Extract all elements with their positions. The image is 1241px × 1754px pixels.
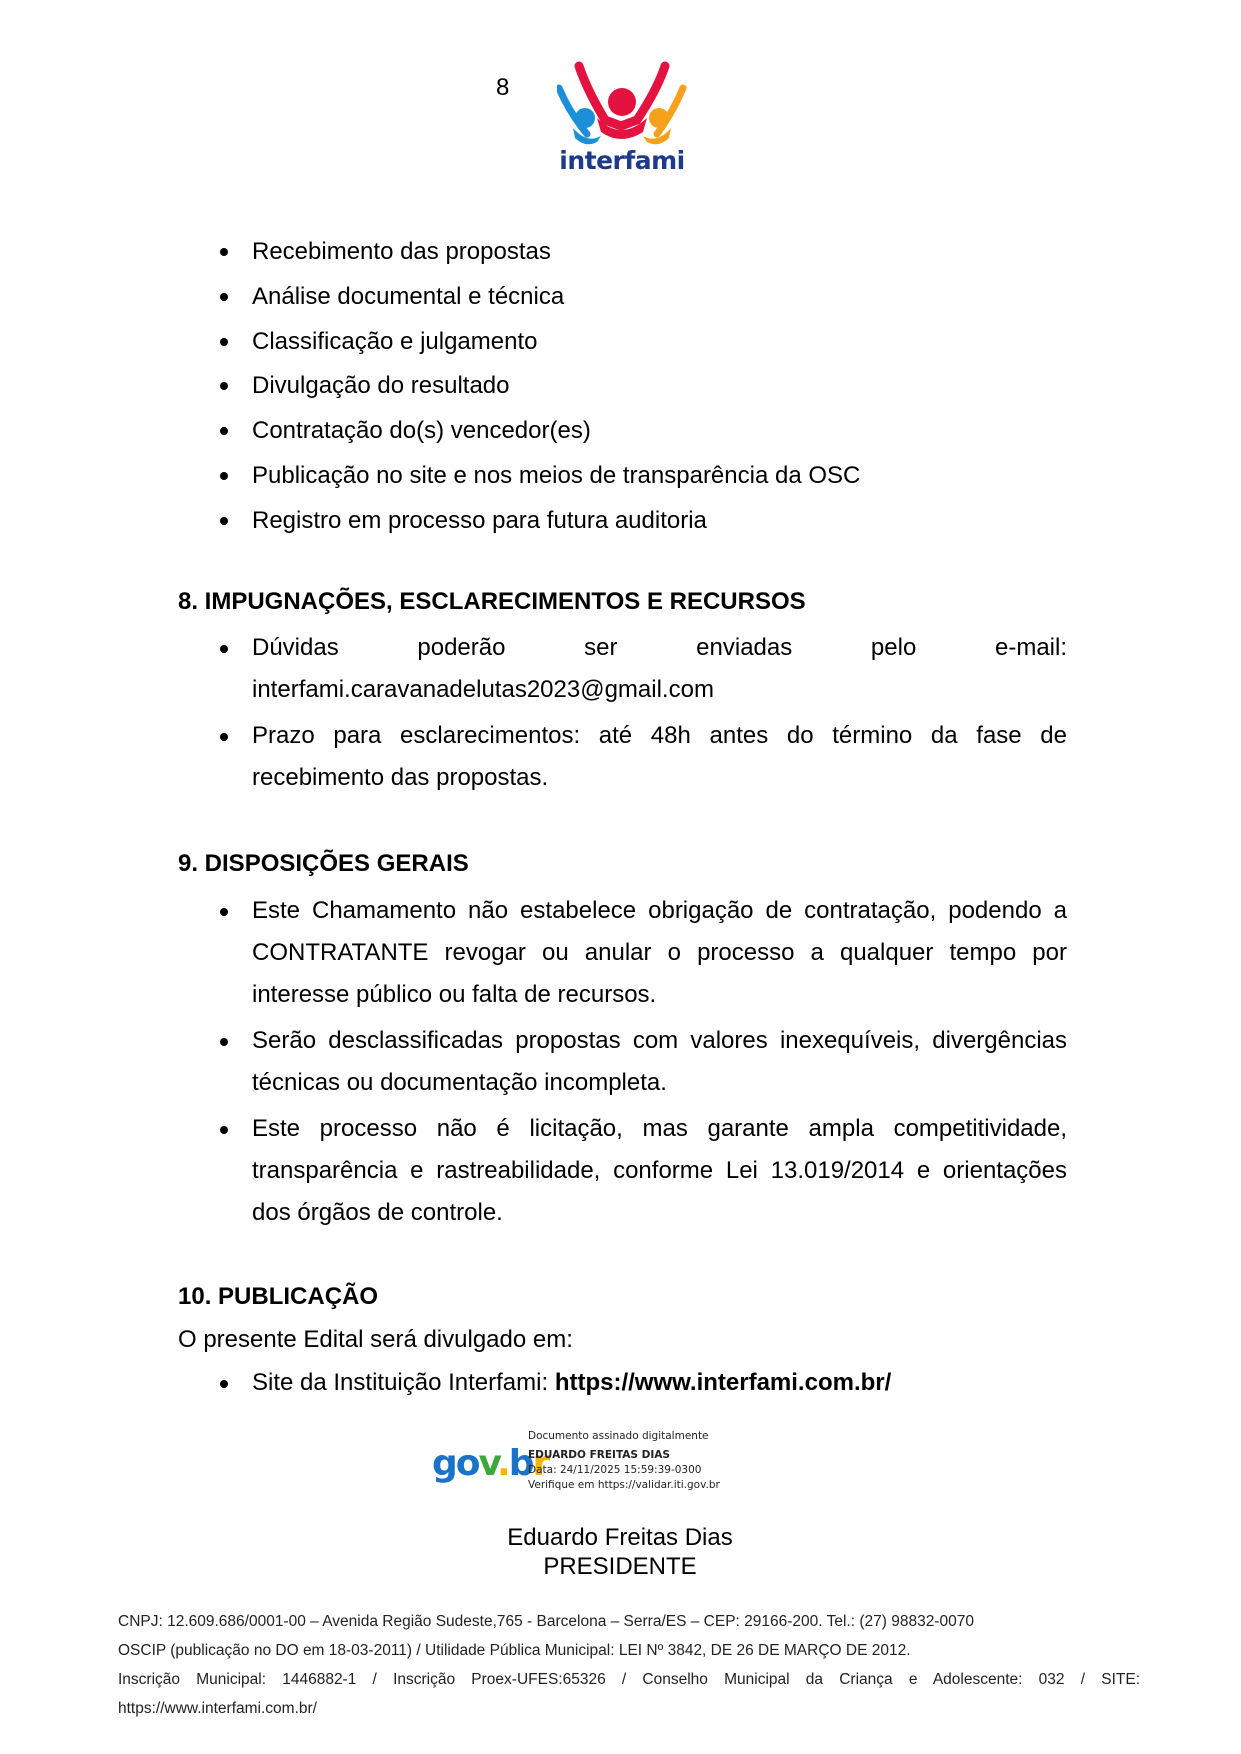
bullet-icon bbox=[220, 1038, 228, 1046]
signature-verify-link[interactable]: Verifique em https://validar.iti.gov.br bbox=[528, 1479, 720, 1491]
section-9-list bbox=[178, 890, 1067, 1234]
list-item: Este processo não é licitação, mas garante ampla competitividade, transparência e rastreabilidade, conforme Lei 13.019/2014 e orientações dos órgãos de controle. bbox=[178, 1108, 1067, 1234]
bullet-icon bbox=[220, 427, 228, 435]
bullet-icon bbox=[220, 338, 228, 346]
list-item: Serão desclassificadas propostas com valores inexequíveis, divergências técnicas ou documentação incompleta. bbox=[178, 1020, 1067, 1104]
bullet-icon bbox=[220, 517, 228, 525]
section-10-heading: 10. PUBLICAÇÃO bbox=[178, 1283, 379, 1310]
interfami-logo bbox=[557, 60, 687, 178]
signatory-role: PRESIDENTE bbox=[543, 1553, 697, 1580]
govbr-logo: gov.br bbox=[432, 1443, 549, 1484]
footer-site-link[interactable]: https://www.interfami.com.br/ bbox=[118, 1700, 317, 1717]
bullet-icon bbox=[220, 293, 228, 301]
page-footer bbox=[118, 1607, 1140, 1723]
bullet-icon bbox=[220, 1380, 228, 1388]
list-item: Divulgação do resultado bbox=[178, 364, 1067, 409]
bullet-icon bbox=[220, 248, 228, 256]
footer-line-oscip: OSCIP (publicação no DO em 18-03-2011) / Utilidade Pública Municipal: LEI Nº 3842, DE 26 DE MARÇO DE 2012. bbox=[118, 1642, 911, 1659]
signature-date: Data: 24/11/2025 15:59:39-0300 bbox=[528, 1464, 702, 1476]
section-8-heading: 8. IMPUGNAÇÕES, ESCLARECIMENTOS E RECURSOS bbox=[178, 588, 806, 615]
bullet-icon bbox=[220, 645, 228, 653]
list-item: Publicação no site e nos meios de transparência da OSC bbox=[178, 454, 1067, 499]
bullet-icon bbox=[220, 472, 228, 480]
institution-site-link[interactable]: https://www.interfami.com.br/ bbox=[554, 1369, 892, 1396]
bullet-icon bbox=[220, 382, 228, 390]
signer-name: EDUARDO FREITAS DIAS bbox=[528, 1449, 670, 1461]
signature-block bbox=[420, 1523, 820, 1581]
footer-line-registrations: Inscrição Municipal: 1446882-1 / Inscrição Proex-UFES:65326 / Conselho Municipal da Criança e Adolescente: 032 / SITE: bbox=[118, 1671, 1140, 1688]
list-item: Este Chamamento não estabelece obrigação de contratação, podendo a CONTRATANTE revogar ou anular o processo a qualquer tempo por interesse público ou falta de recursos. bbox=[178, 890, 1067, 1016]
list-item: Prazo para esclarecimentos: até 48h antes do término da fase de recebimento das propostas. bbox=[178, 715, 1067, 799]
logo-wordmark: interfami bbox=[559, 146, 685, 175]
list-item: Registro em processo para futura auditoria bbox=[178, 499, 1067, 544]
signature-header: Documento assinado digitalmente bbox=[528, 1430, 709, 1442]
bullet-icon bbox=[220, 733, 228, 741]
section-10-list bbox=[178, 1362, 1067, 1404]
process-steps-list bbox=[178, 230, 1067, 544]
footer-line-address: CNPJ: 12.609.686/0001-00 – Avenida Região Sudeste,765 - Barcelona – Serra/ES – CEP: 29166-200. Tel.: (27) 98832-0070 bbox=[118, 1613, 974, 1630]
bullet-icon bbox=[220, 1126, 228, 1134]
signature-details bbox=[528, 1429, 720, 1493]
contact-email-link[interactable]: interfami.caravanadelutas2023@gmail.com bbox=[252, 676, 714, 703]
family-figures-icon bbox=[557, 60, 687, 150]
signatory-name: Eduardo Freitas Dias bbox=[507, 1524, 733, 1551]
digital-signature-stamp bbox=[432, 1429, 732, 1499]
list-item: Classificação e julgamento bbox=[178, 320, 1067, 365]
section-9-heading: 9. DISPOSIÇÕES GERAIS bbox=[178, 850, 469, 877]
list-item: Site da Instituição Interfami: https://www.interfami.com.br/ bbox=[178, 1362, 1067, 1404]
section-8-list bbox=[178, 627, 1067, 799]
bullet-icon bbox=[220, 908, 228, 916]
publication-intro: O presente Edital será divulgado em: bbox=[178, 1326, 573, 1353]
page-number: 8 bbox=[496, 74, 510, 101]
list-item: Recebimento das propostas bbox=[178, 230, 1067, 275]
list-item: Dúvidas poderão ser enviadas pelo e-mail: interfami.caravanadelutas2023@gmail.com bbox=[178, 627, 1067, 711]
list-item: Análise documental e técnica bbox=[178, 275, 1067, 320]
list-item: Contratação do(s) vencedor(es) bbox=[178, 409, 1067, 454]
